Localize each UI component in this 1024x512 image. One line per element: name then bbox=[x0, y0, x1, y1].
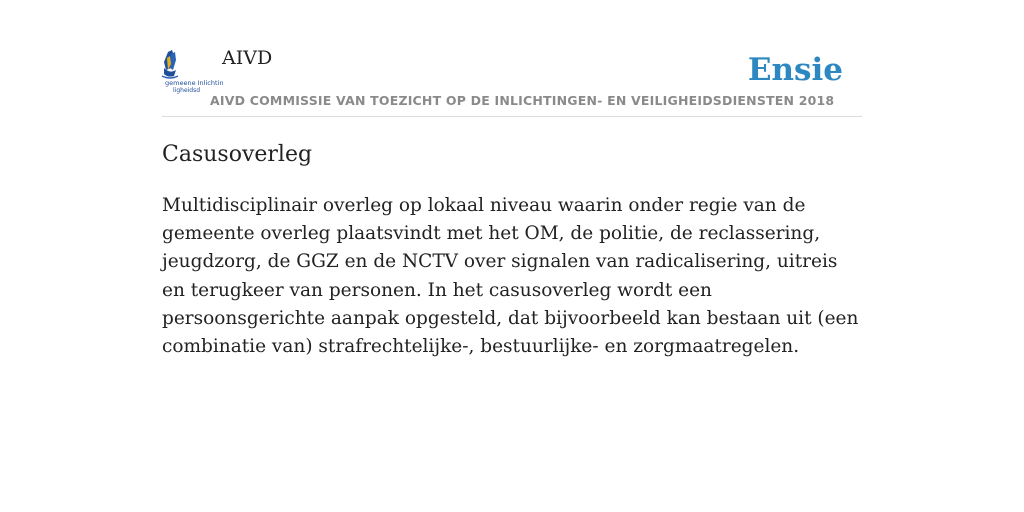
ensie-brand-logo[interactable]: Ensie bbox=[747, 52, 843, 88]
aivd-emblem-icon bbox=[162, 48, 224, 94]
logo-text-line1: gemeene Inlichtin bbox=[165, 79, 224, 87]
aivd-logo[interactable] bbox=[162, 48, 224, 94]
source-label: AIVD COMMISSIE VAN TOEZICHT OP DE INLICHTINGEN- EN VEILIGHEIDSDIENSTEN 2018 bbox=[210, 93, 835, 108]
organization-name[interactable]: AIVD bbox=[222, 47, 273, 69]
entry-title: Casusoverleg bbox=[162, 142, 313, 167]
header bbox=[162, 40, 862, 117]
entry-definition: Multidisciplinair overleg op lokaal niveau waarin onder regie van de gemeente overleg plaatsvindt met het OM, de politie, de reclassering, jeugdzorg, de GGZ en de NCTV over signalen van radicalisering, uitreis en terugkeer van personen. In het casusoverleg wordt een persoonsgerichte aanpak opgesteld, dat bijvoorbeeld kan bestaan uit (een combinatie van) strafrechtelijke-, bestuurlijke- en zorgmaatregelen. bbox=[162, 195, 859, 358]
logo-text-line2: ligheidsd bbox=[173, 87, 201, 94]
